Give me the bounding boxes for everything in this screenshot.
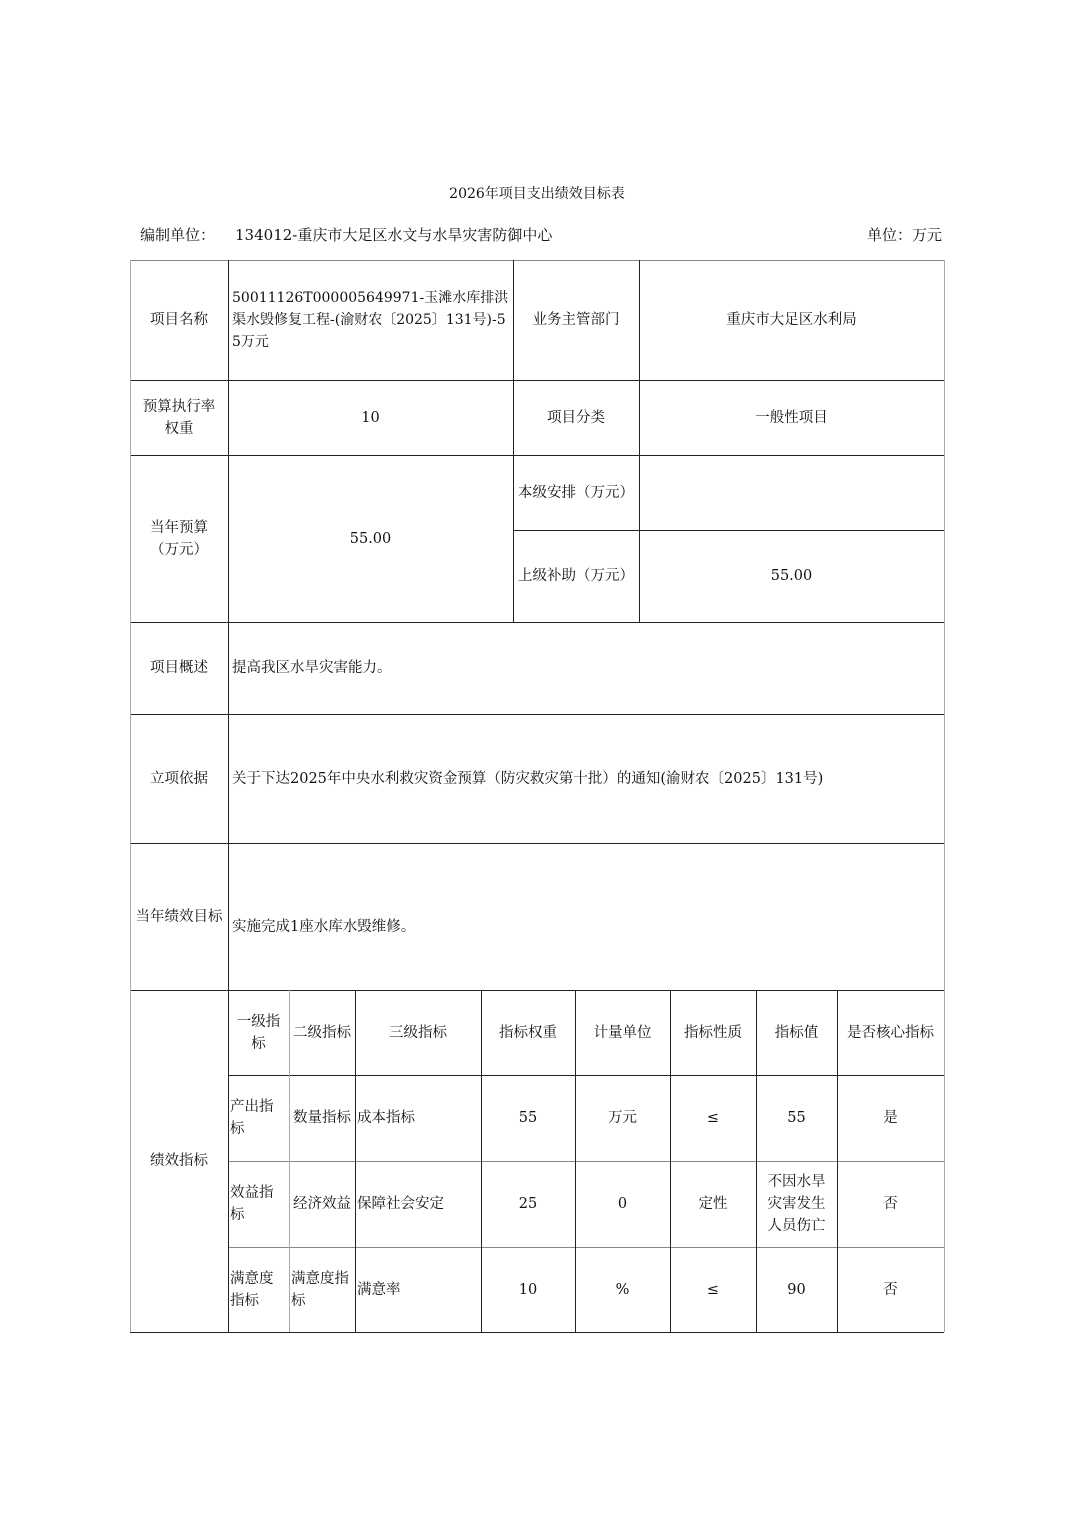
indicator-level3: 满意率: [357, 1281, 401, 1298]
overview-label: 项目概述: [150, 660, 208, 676]
header-level3: 三级指标: [389, 1024, 447, 1041]
project-name-value: 50011126T000005649971-玉滩水库排洪渠水毁修复工程-(渝财农〔2025〕131号)-55万元: [232, 290, 509, 350]
indicator-nature: 定性: [698, 1196, 728, 1212]
local-budget-label: 本级安排（万元）: [518, 484, 634, 501]
indicator-level2: 数量指标: [293, 1110, 351, 1126]
category-label: 项目分类: [547, 409, 605, 426]
header-level2: 二级指标: [293, 1024, 351, 1041]
indicator-value: 90: [787, 1281, 806, 1298]
goal-label: 当年绩效目标: [135, 908, 223, 925]
indicator-unit: 0: [617, 1196, 628, 1212]
goal-value: 实施完成1座水库水毁维修。: [232, 918, 416, 935]
basis-value: 关于下达2025年中央水利救灾资金预算（防灾救灾第十批）的通知(渝财农〔2025〕131号): [232, 770, 824, 787]
org-label: 编制单位：: [140, 226, 216, 244]
indicator-value: 不因水旱灾害发生人员伤亡: [767, 1174, 826, 1234]
indicator-level3: 成本指标: [357, 1110, 415, 1126]
indicator-level2: 经济效益: [293, 1196, 351, 1212]
table-border: [130, 1332, 944, 1333]
unit-label: 单位：万元: [866, 226, 942, 244]
budget-label: 当年预算（万元）: [150, 519, 208, 558]
indicator-weight: 55: [518, 1110, 538, 1126]
org-line: [140, 224, 552, 245]
category-value: 一般性项目: [755, 409, 828, 426]
local-budget-value: [639, 455, 944, 530]
basis-label: 立项依据: [150, 770, 208, 787]
dept-value: 重庆市大足区水利局: [726, 312, 857, 328]
indicator-weight: 10: [518, 1281, 538, 1298]
indicator-unit: 万元: [608, 1110, 637, 1126]
indicator-level1: 效益指标: [230, 1185, 274, 1223]
weight-value: 10: [361, 409, 380, 426]
budget-value: 55.00: [349, 530, 392, 547]
indicator-core: 否: [883, 1281, 898, 1298]
indicator-weight: 25: [518, 1196, 538, 1212]
header-value: 指标值: [774, 1024, 819, 1041]
indicator-level1: 满意度指标: [230, 1270, 274, 1309]
header-core: 是否核心指标: [847, 1024, 934, 1041]
header-unit: 计量单位: [593, 1024, 652, 1041]
org-value: 134012-重庆市大足区水文与水旱灾害防御中心: [235, 226, 553, 244]
project-name-label: 项目名称: [150, 312, 208, 328]
header-level1: 一级指标: [236, 1013, 281, 1052]
indicator-core: 否: [883, 1196, 898, 1212]
indicator-value: 55: [787, 1110, 806, 1126]
dept-label: 业务主管部门: [532, 312, 620, 328]
indicators-section-label: 绩效指标: [150, 1153, 208, 1169]
indicator-level1: 产出指标: [230, 1099, 274, 1137]
header-weight: 指标权重: [499, 1024, 557, 1041]
indicator-unit: %: [615, 1281, 630, 1298]
overview-value: 提高我区水旱灾害能力。: [232, 660, 392, 676]
indicator-core: 是: [883, 1110, 898, 1126]
indicator-level3: 保障社会安定: [357, 1196, 444, 1212]
table-border: [944, 260, 945, 1332]
upper-subsidy-label: 上级补助（万元）: [518, 568, 634, 584]
weight-label: 预算执行率权重: [142, 398, 216, 437]
indicator-nature: ≤: [706, 1281, 720, 1298]
indicator-level2: 满意度指标: [291, 1270, 349, 1309]
document-title: 2026年项目支出绩效目标表: [449, 186, 625, 202]
indicator-nature: ≤: [706, 1110, 720, 1126]
upper-subsidy-value: 55.00: [770, 568, 813, 584]
header-nature: 指标性质: [684, 1024, 742, 1041]
